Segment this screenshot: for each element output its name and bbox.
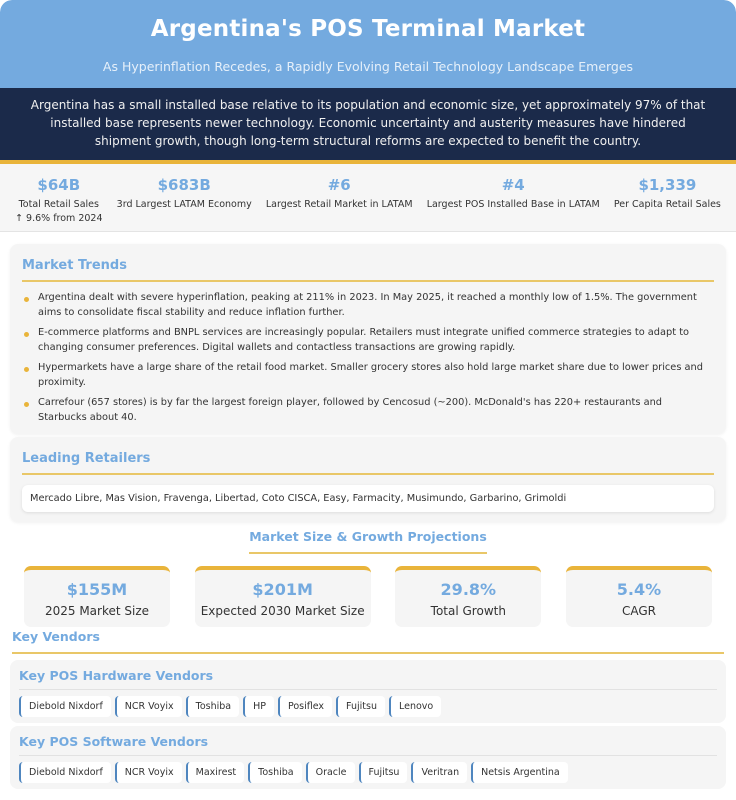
stat-per-capita-sales (614, 176, 721, 231)
bullet-icon (24, 332, 29, 337)
stat-value: $64B (37, 176, 81, 194)
card-label: Total Growth (430, 604, 506, 618)
stat-label: Total Retail Sales (18, 199, 99, 210)
market-size-heading: Market Size & Growth Projections (249, 529, 487, 554)
key-stats-bar (0, 164, 736, 232)
stat-label: Largest Retail Market in LATAM (265, 199, 413, 210)
hardware-vendor-tags (19, 696, 717, 717)
vendor-tag: NCR Voyix (115, 762, 182, 783)
stat-label: Per Capita Retail Sales (613, 199, 721, 210)
stat-pos-base-rank (427, 176, 600, 231)
list-item (24, 290, 708, 320)
card-2030-market-size (195, 566, 371, 627)
vendor-tag: Diebold Nixdorf (19, 696, 111, 717)
vendor-tag: Diebold Nixdorf (19, 762, 111, 783)
card-label: Expected 2030 Market Size (200, 604, 365, 618)
stat-label: 3rd Largest LATAM Economy (116, 199, 252, 210)
header-banner (0, 0, 736, 88)
card-value: 5.4% (616, 580, 662, 599)
hardware-vendors-section (10, 660, 726, 723)
stat-total-retail-sales (15, 176, 102, 231)
card-value: 29.8% (440, 580, 497, 599)
market-trends-section (10, 244, 726, 434)
page-title: Argentina's POS Terminal Market (150, 16, 586, 42)
stat-value: $683B (157, 176, 211, 194)
list-item (24, 325, 708, 355)
card-value: $155M (66, 580, 128, 599)
bullet-icon (24, 367, 29, 372)
retailers-list: Mercado Libre, Mas Vision, Fravenga, Libertad, Coto CISCA, Easy, Farmacity, Musimundo, Garbarino, Grimoldi (22, 485, 714, 512)
trends-list (10, 282, 726, 425)
vendor-tag: HP (243, 696, 274, 717)
vendor-tag: Lenovo (389, 696, 441, 717)
card-label: CAGR (621, 604, 656, 618)
trend-text: Carrefour (657 stores) is by far the largest foreign player, followed by Cencosud (~200). McDonald's has 220+ restaurants and Starbucks about 40. (38, 397, 662, 423)
card-cagr (566, 566, 712, 627)
vendor-tag: NCR Voyix (115, 696, 182, 717)
trend-text: E-commerce platforms and BNPL services are increasingly popular. Retailers must integrate unified commerce strategies to adapt to changing consumer preferences. Digital wallets and contactless transactions are growing rapidly. (38, 327, 690, 353)
stat-economy-size (117, 176, 252, 231)
stat-retail-market-rank (266, 176, 413, 231)
vendor-tag: Maxirest (186, 762, 245, 783)
vendor-tag: Netsis Argentina (471, 762, 568, 783)
vendor-tag: Oracle (306, 762, 355, 783)
stat-label: Largest POS Installed Base in LATAM (426, 199, 600, 210)
leading-retailers-section (10, 437, 726, 522)
stat-value: #6 (327, 176, 351, 194)
section-heading: Market Trends (22, 258, 127, 273)
vendor-tag: Toshiba (186, 696, 239, 717)
vendor-tag: Toshiba (248, 762, 301, 783)
software-vendors-section (10, 726, 726, 789)
software-vendor-tags (19, 762, 717, 783)
card-value: $201M (252, 580, 313, 599)
market-size-cards (0, 566, 736, 627)
key-vendors-heading: Key Vendors (12, 629, 724, 654)
intro-summary: Argentina has a small installed base relative to its population and economic size, yet approximately 97% of that installed base represents newer technology. Economic uncertainty and austerity measures have hindered shipment growth, though long-term structural reforms are expected to benefit the country. (0, 88, 736, 164)
vendor-tag: Fujitsu (336, 696, 385, 717)
heading-divider (22, 473, 714, 475)
stat-value: $1,339 (638, 176, 697, 194)
card-2025-market-size (24, 566, 170, 627)
market-size-heading-wrap (0, 526, 736, 554)
stat-change: ↑ 9.6% from 2024 (15, 213, 103, 224)
stat-value: #4 (501, 176, 525, 194)
list-item (24, 395, 708, 425)
bullet-icon (24, 402, 29, 407)
card-label: 2025 Market Size (44, 604, 150, 618)
subsection-heading: Key POS Software Vendors (19, 734, 717, 756)
card-total-growth (395, 566, 541, 627)
list-item (24, 360, 708, 390)
section-heading: Leading Retailers (22, 451, 151, 466)
vendor-tag: Posiflex (278, 696, 332, 717)
vendor-tag: Fujitsu (359, 762, 408, 783)
key-vendors-heading-wrap (0, 627, 736, 654)
trend-text: Hypermarkets have a large share of the retail food market. Smaller grocery stores also hold large market share due to lower prices and proximity. (38, 362, 703, 388)
trend-text: Argentina dealt with severe hyperinflation, peaking at 211% in 2023. In May 2025, it reached a monthly low of 1.5%. The government aims to consolidate fiscal stability and reduce inflation further. (38, 292, 697, 318)
subsection-heading: Key POS Hardware Vendors (19, 668, 717, 690)
page-subtitle: As Hyperinflation Recedes, a Rapidly Evolving Retail Technology Landscape Emerges (102, 59, 634, 74)
bullet-icon (24, 297, 29, 302)
vendor-tag: Veritran (411, 762, 467, 783)
